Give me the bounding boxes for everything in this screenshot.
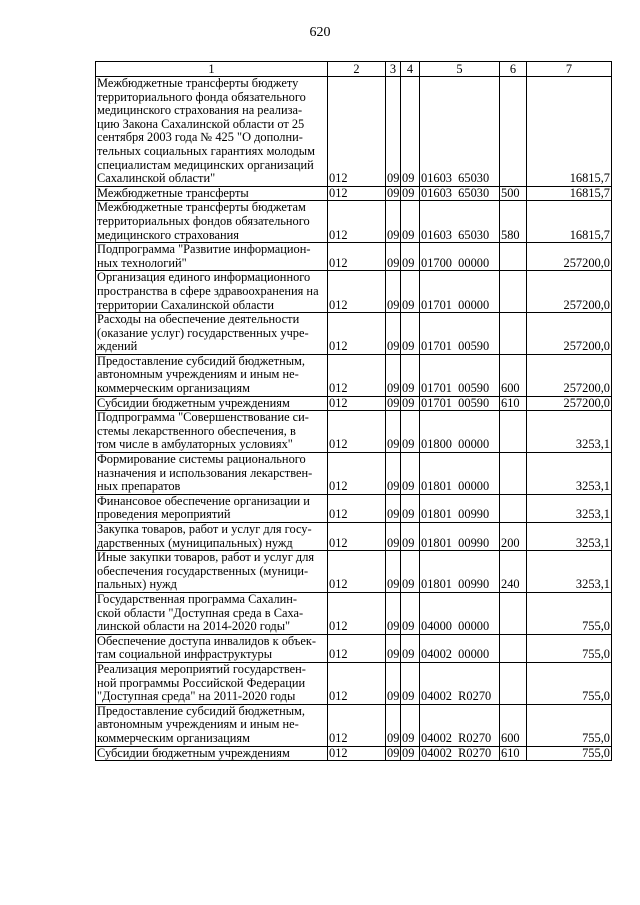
column-header: 3 — [386, 62, 401, 77]
target-article-cell: 01603 65030 — [420, 186, 500, 201]
table-row — [96, 523, 612, 551]
expense-name-line: Расходы на обеспечение деятельности — [97, 312, 300, 327]
section-code-cell: 09 — [386, 523, 401, 551]
expense-name-line: Предоставление субсидий бюджетным, — [97, 354, 305, 368]
expense-name-line: "Доступная среда" на 2011-2020 годы — [97, 689, 296, 704]
expense-name-cell — [96, 354, 328, 396]
table-row — [96, 453, 612, 495]
expense-name-line: там социальной инфраструктуры — [97, 647, 273, 662]
table-row — [96, 704, 612, 746]
expense-name-cell — [96, 396, 328, 411]
expense-name-line: пространства в сфере здравоохранения на — [97, 283, 319, 298]
expense-name-line: обеспечения государственных (муници- — [97, 563, 309, 578]
expense-name-line: линской области на 2014-2020 годы" — [97, 619, 291, 634]
amount-cell: 755,0 — [527, 634, 612, 662]
expense-name-line: стемы лекарственного обеспечения, в — [97, 423, 296, 438]
expense-name-line: Закупка товаров, работ и услуг для госу- — [97, 522, 312, 536]
table-row — [96, 271, 612, 313]
page-number: 620 — [309, 25, 331, 40]
expense-name-line: специалистам медицинских организаций — [97, 157, 314, 172]
expense-name-line: автономным учреждениям и иным не- — [97, 367, 299, 382]
table-row — [96, 592, 612, 634]
expense-name-cell — [96, 77, 328, 187]
expense-name-line: территории Сахалинской области — [97, 297, 275, 312]
section-code-cell: 09 — [386, 704, 401, 746]
budget-table — [95, 61, 612, 761]
section-code-cell: 09 — [387, 396, 400, 410]
expense-name-line: Сахалинской области" — [97, 171, 216, 186]
amount-cell: 257200,0 — [527, 313, 612, 355]
expense-name-cell — [96, 453, 328, 495]
column-header: 7 — [527, 62, 612, 77]
expense-type-cell: 610 — [500, 746, 527, 761]
table-row — [96, 313, 612, 355]
subsection-code-cell: 09 — [401, 662, 420, 704]
column-header: 2 — [328, 62, 386, 77]
table-row — [96, 354, 612, 396]
expense-type-cell — [500, 243, 527, 271]
amount-cell: 257200,0 — [527, 354, 612, 396]
ministry-code-cell: 012 — [328, 453, 386, 495]
target-article-cell: 01801 00990 — [420, 551, 500, 593]
ministry-code-cell: 012 — [328, 354, 386, 396]
section-code-cell: 09 — [386, 662, 401, 704]
expense-name-cell — [96, 523, 328, 551]
amount-cell: 257200,0 — [527, 396, 612, 411]
target-article-cell: 04002 R0270 — [420, 746, 500, 761]
ministry-code-cell: 012 — [328, 494, 386, 522]
expense-name-cell — [96, 551, 328, 593]
section-code-cell: 09 — [387, 746, 400, 760]
section-code-cell: 09 — [386, 354, 401, 396]
subsection-code-cell: 09 — [401, 271, 420, 313]
amount-cell: 755,0 — [527, 592, 612, 634]
ministry-code-cell: 012 — [328, 662, 386, 704]
expense-name-cell — [96, 186, 328, 201]
expense-name-line: Подпрограмма "Совершенствование си- — [97, 410, 309, 425]
subsection-code-cell: 09 — [401, 411, 420, 453]
table-row — [96, 746, 612, 761]
target-article-cell: 01801 00990 — [420, 523, 500, 551]
expense-name-line: тельных социальных гарантиях молодым — [97, 143, 315, 158]
target-article-cell: 04002 00000 — [420, 634, 500, 662]
expense-name-line: назначения и использования лекарствен- — [97, 465, 313, 480]
subsection-code-cell: 09 — [401, 453, 420, 495]
expense-name-line: Формирование системы рационального — [97, 452, 306, 467]
ministry-code-cell: 012 — [328, 243, 386, 271]
amount-cell: 3253,1 — [527, 523, 612, 551]
amount-cell: 3253,1 — [527, 453, 612, 495]
expense-name-line: Реализация мероприятий государствен- — [97, 662, 306, 676]
expense-name-cell — [96, 313, 328, 355]
expense-name-line: Обеспечение доступа инвалидов к объек- — [97, 634, 316, 648]
subsection-code-cell: 09 — [401, 551, 420, 593]
section-code-cell: 09 — [386, 243, 401, 271]
expense-name-cell — [96, 592, 328, 634]
expense-name-line: Финансовое обеспечение организации и — [97, 494, 310, 508]
section-code-cell: 09 — [386, 551, 401, 593]
ministry-code-cell: 012 — [328, 313, 386, 355]
expense-name-line: Подпрограмма "Развитие информацион- — [97, 242, 311, 257]
expense-name-line: медицинского страхования на реализа- — [97, 103, 303, 118]
expense-name-line: Межбюджетные трансферты бюджету — [97, 76, 299, 90]
expense-name-cell — [96, 704, 328, 746]
section-code-cell: 09 — [386, 201, 401, 243]
expense-name-line: территориальных фондов обязательного — [97, 213, 310, 228]
subsection-code-cell: 09 — [401, 523, 420, 551]
amount-cell: 257200,0 — [527, 271, 612, 313]
expense-name-cell — [96, 271, 328, 313]
table-row — [96, 411, 612, 453]
table-row — [96, 243, 612, 271]
ministry-code-cell: 012 — [328, 411, 386, 453]
expense-name-line: дарственных (муниципальных) нужд — [97, 535, 293, 550]
amount-cell: 755,0 — [527, 662, 612, 704]
subsection-code-cell: 09 — [401, 201, 420, 243]
target-article-cell: 04002 R0270 — [420, 704, 500, 746]
expense-name-line: ной программы Российской Федерации — [97, 675, 306, 690]
table-row — [96, 201, 612, 243]
amount-cell: 3253,1 — [527, 551, 612, 593]
target-article-cell: 01701 00590 — [420, 313, 500, 355]
expense-name-line: том числе в амбулаторных условиях" — [97, 437, 293, 452]
expense-name-cell — [96, 411, 328, 453]
expense-name-line: (оказание услуг) государственных учре- — [97, 325, 309, 340]
table-row — [96, 396, 612, 411]
subsection-code-cell: 09 — [401, 746, 420, 761]
subsection-code-cell: 09 — [401, 77, 420, 187]
ministry-code-cell: 012 — [328, 592, 386, 634]
expense-type-cell — [500, 271, 527, 313]
expense-name-line: медицинского страхования — [97, 227, 239, 242]
target-article-cell: 01701 00000 — [420, 271, 500, 313]
amount-cell: 3253,1 — [527, 494, 612, 522]
amount-cell: 755,0 — [527, 704, 612, 746]
expense-name-line: Предоставление субсидий бюджетным, — [97, 704, 305, 718]
ministry-code-cell: 012 — [328, 551, 386, 593]
ministry-code-cell: 012 — [328, 634, 386, 662]
target-article-cell: 01800 00000 — [420, 411, 500, 453]
expense-type-cell: 580 — [500, 201, 527, 243]
amount-cell: 16815,7 — [527, 186, 612, 201]
column-header: 4 — [401, 62, 420, 77]
expense-name-line: автономным учреждениям и иным не- — [97, 717, 299, 732]
column-header: 5 — [420, 62, 500, 77]
expense-type-cell — [500, 634, 527, 662]
target-article-cell: 01801 00990 — [420, 494, 500, 522]
table-row — [96, 551, 612, 593]
expense-name-line: Субсидии бюджетным учреждениям — [97, 746, 290, 760]
expense-type-cell — [500, 77, 527, 187]
expense-type-cell — [500, 313, 527, 355]
expense-type-cell — [500, 453, 527, 495]
expense-name-line: ных препаратов — [97, 479, 181, 494]
ministry-code-cell: 012 — [328, 271, 386, 313]
subsection-code-cell: 09 — [401, 396, 420, 411]
section-code-cell: 09 — [386, 634, 401, 662]
ministry-code-cell: 012 — [328, 523, 386, 551]
section-code-cell: 09 — [386, 271, 401, 313]
section-code-cell: 09 — [387, 186, 400, 200]
expense-name-line: Межбюджетные трансферты бюджетам — [97, 200, 306, 215]
expense-type-cell: 600 — [500, 704, 527, 746]
subsection-code-cell: 09 — [401, 704, 420, 746]
expense-type-cell: 200 — [500, 523, 527, 551]
expense-type-cell — [500, 592, 527, 634]
ministry-code-cell: 012 — [328, 396, 386, 411]
expense-name-line: территориального фонда обязательного — [97, 89, 306, 104]
expense-name-line: коммерческим организациям — [97, 381, 250, 396]
expense-name-line: Организация единого информационного — [97, 270, 311, 285]
section-code-cell: 09 — [386, 453, 401, 495]
table-row — [96, 662, 612, 704]
target-article-cell: 01801 00000 — [420, 453, 500, 495]
table-row — [96, 634, 612, 662]
expense-name-cell — [96, 746, 328, 761]
expense-type-cell — [500, 411, 527, 453]
subsection-code-cell: 09 — [401, 243, 420, 271]
column-header: 6 — [500, 62, 527, 77]
expense-name-cell — [96, 634, 328, 662]
target-article-cell: 01700 00000 — [420, 243, 500, 271]
subsection-code-cell: 09 — [401, 494, 420, 522]
column-header: 1 — [96, 62, 328, 77]
table-row — [96, 77, 612, 187]
section-code-cell: 09 — [386, 411, 401, 453]
section-code-cell: 09 — [386, 77, 401, 187]
ministry-code-cell: 012 — [328, 77, 386, 187]
expense-type-cell: 240 — [500, 551, 527, 593]
subsection-code-cell: 09 — [401, 354, 420, 396]
expense-name-line: Субсидии бюджетным учреждениям — [97, 396, 290, 410]
expense-name-cell — [96, 201, 328, 243]
amount-cell: 3253,1 — [527, 411, 612, 453]
table-header-row — [96, 62, 612, 77]
section-code-cell: 09 — [386, 592, 401, 634]
expense-name-line: Государственная программа Сахалин- — [97, 592, 298, 606]
ministry-code-cell: 012 — [328, 746, 386, 761]
expense-name-line: сентября 2003 года № 425 "О дополни- — [97, 130, 303, 145]
expense-name-line: проведения мероприятий — [97, 507, 231, 522]
expense-type-cell: 600 — [500, 354, 527, 396]
subsection-code-cell: 09 — [401, 186, 420, 201]
amount-cell: 257200,0 — [527, 243, 612, 271]
expense-type-cell — [500, 494, 527, 522]
expense-name-line: ных технологий" — [97, 255, 187, 270]
expense-name-line: Межбюджетные трансферты — [97, 186, 249, 200]
ministry-code-cell: 012 — [328, 201, 386, 243]
target-article-cell: 01701 00590 — [420, 396, 500, 411]
expense-type-cell — [500, 662, 527, 704]
expense-name-cell — [96, 243, 328, 271]
amount-cell: 16815,7 — [527, 201, 612, 243]
target-article-cell: 01603 65030 — [420, 201, 500, 243]
amount-cell: 16815,7 — [527, 77, 612, 187]
expense-name-line: коммерческим организациям — [97, 730, 250, 745]
expense-type-cell: 500 — [500, 186, 527, 201]
target-article-cell: 01603 65030 — [420, 77, 500, 187]
ministry-code-cell: 012 — [328, 186, 386, 201]
expense-name-cell — [96, 494, 328, 522]
expense-name-line: цию Закона Сахалинской области от 25 — [97, 116, 305, 131]
amount-cell: 755,0 — [527, 746, 612, 761]
subsection-code-cell: 09 — [401, 592, 420, 634]
target-article-cell: 04000 00000 — [420, 592, 500, 634]
subsection-code-cell: 09 — [401, 634, 420, 662]
target-article-cell: 04002 R0270 — [420, 662, 500, 704]
ministry-code-cell: 012 — [328, 704, 386, 746]
expense-type-cell: 610 — [500, 396, 527, 411]
expense-name-cell — [96, 662, 328, 704]
expense-name-line: Иные закупки товаров, работ и услуг для — [97, 550, 315, 565]
expense-name-line: ждений — [97, 339, 138, 354]
table-row — [96, 186, 612, 201]
subsection-code-cell: 09 — [401, 313, 420, 355]
section-code-cell: 09 — [386, 313, 401, 355]
table-row — [96, 494, 612, 522]
section-code-cell: 09 — [386, 494, 401, 522]
expense-name-line: пальных) нужд — [97, 577, 177, 592]
target-article-cell: 01701 00590 — [420, 354, 500, 396]
expense-name-line: ской области "Доступная среда в Саха- — [97, 605, 304, 620]
